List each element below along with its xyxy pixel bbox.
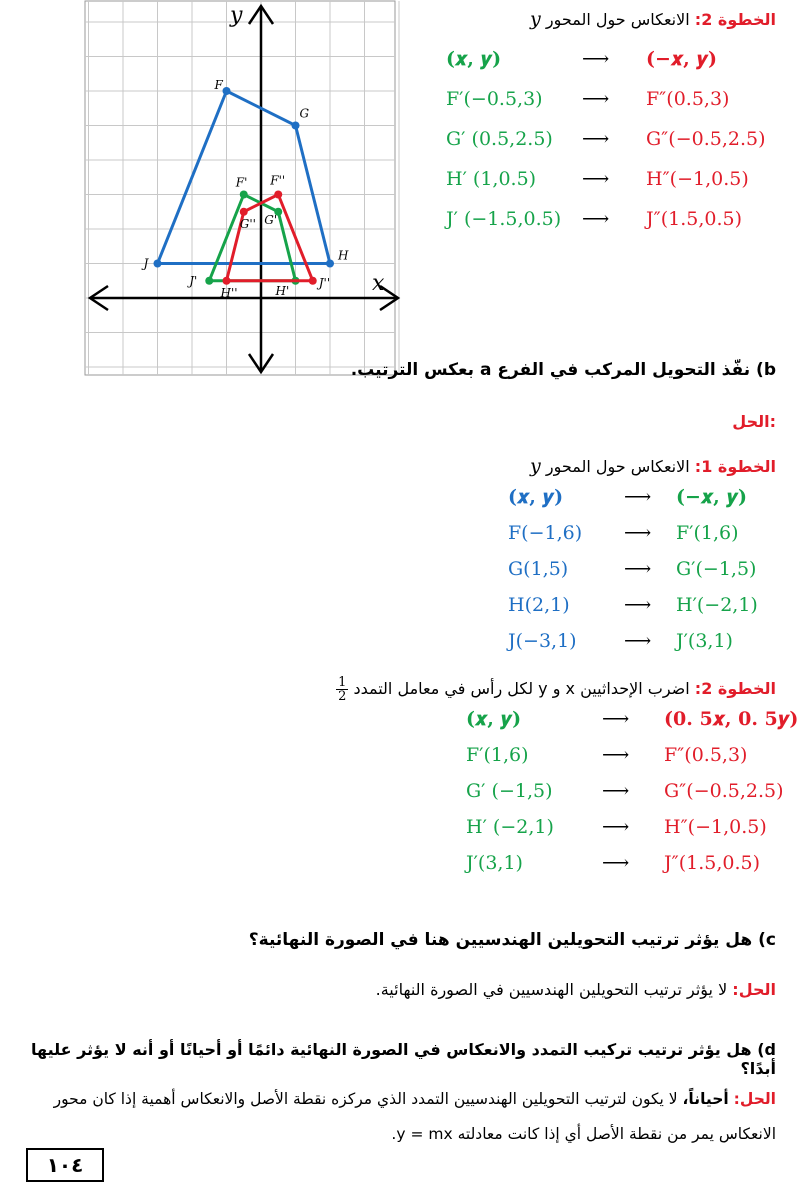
partB1-row-0-arrow: ⟶	[624, 486, 652, 508]
partD-question-text: هل يؤثر ترتيب تركيب التمدد والانعكاس في الصورة النهائية دائمًا أو أحيانًا أو أنه لا يؤثر عليها أبدًا؟	[31, 1040, 776, 1078]
partB1-row-1-right: F′(1,6)	[676, 522, 739, 544]
partA-row-4-left: J′ (−1.5,0.5)	[446, 208, 562, 230]
partA-row-1-left: F′(−0.5,3)	[446, 88, 543, 110]
vertex-label-F: F	[214, 78, 223, 92]
partB-step1-heading	[530, 455, 776, 477]
partA-row-3-right: H″(−1,0.5)	[646, 168, 749, 190]
final-vertex-0	[274, 191, 282, 199]
partD-answer-line1	[54, 1090, 776, 1108]
partA-row-1-right: F″(0.5,3)	[646, 88, 730, 110]
vertex-labels	[141, 78, 350, 300]
partA-row-2-arrow: ⟶	[582, 128, 610, 150]
page-number: ١٠٤	[26, 1148, 104, 1182]
partD-answer-line2: الانعكاس يمر من نقطة الأصل أي إذا كانت معادلته y = mx.	[391, 1125, 776, 1143]
partB2-row-4-left: J′(3,1)	[466, 852, 523, 874]
partA-row-1-arrow: ⟶	[582, 88, 610, 110]
partB1-row-0-right: (−𝒙, 𝒚)	[676, 486, 747, 508]
partD-solution-label: الحل:	[733, 1090, 776, 1108]
final-vertex-3	[309, 277, 317, 285]
partB-step2-heading	[336, 676, 776, 703]
partB-letter: b	[763, 360, 776, 380]
partC-question-text: هل يؤثر ترتيب التحويلين الهندسيين هنا في الصورة النهائية؟	[248, 930, 753, 950]
reflected-vertex-0	[240, 191, 248, 199]
partD-answer-text1: لا يكون لترتيب التحويلين الهندسيين التمدد الذي مركزه نقطة الأصل والانعكاس أهمية إذا كان محور	[53, 1090, 678, 1108]
partB1-row-4-arrow: ⟶	[624, 630, 652, 652]
partB1-row-3-right: H′(−2,1)	[676, 594, 758, 616]
partA-step-heading	[530, 8, 776, 30]
partA-row-2-right: G″(−0.5,2.5)	[646, 128, 766, 150]
partC-solution-label: الحل:	[732, 980, 776, 999]
partB-solution-label: الحل:	[732, 412, 776, 431]
partB1-row-2-right: G′(−1,5)	[676, 558, 757, 580]
partB1-row-2-left: G(1,5)	[508, 558, 569, 580]
partA-row-4-arrow: ⟶	[582, 208, 610, 230]
partB2-row-4-arrow: ⟶	[602, 852, 630, 874]
x-axis-label: x	[372, 271, 385, 296]
partB2-row-2-left: G′ (−1,5)	[466, 780, 553, 802]
vertex-label-Fpp: F''	[270, 173, 286, 188]
dilation-fraction	[336, 676, 348, 703]
vertex-label-Jpp: J''	[318, 275, 331, 290]
vertex-label-Gpp: G''	[239, 216, 256, 231]
partB2-row-2-arrow: ⟶	[602, 780, 630, 802]
reflected-vertex-3	[205, 277, 213, 285]
partA-row-0-left: (𝒙, 𝒚)	[446, 48, 502, 70]
partB-question-text: نفّذ التحويل المركب في الفرع a بعكس الترتيب.	[350, 360, 751, 380]
partB1-row-1-left: F(−1,6)	[508, 522, 583, 544]
partB2-row-3-arrow: ⟶	[602, 816, 630, 838]
partB2-row-0-left: (𝒙, 𝒚)	[466, 708, 522, 730]
vertex-label-G: G	[299, 106, 310, 121]
partB-step1-label: الخطوة 1:	[694, 457, 776, 476]
partB1-row-3-left: H(2,1)	[508, 594, 570, 616]
vertex-label-Jp: J'	[189, 273, 198, 288]
partC-question: c) هل يؤثر ترتيب التحويلين الهندسيين هنا في الصورة النهائية؟	[248, 930, 776, 950]
partC-answer	[376, 980, 776, 999]
partB2-row-1-left: F′(1,6)	[466, 744, 529, 766]
partA-row-4-right: J″(1.5,0.5)	[646, 208, 743, 230]
partB2-row-1-arrow: ⟶	[602, 744, 630, 766]
partA-step-var: y	[530, 8, 541, 30]
partB1-row-0-left: (𝒙, 𝒚)	[508, 486, 564, 508]
coordinate-graph	[84, 0, 404, 378]
final-vertex-1	[240, 208, 248, 216]
y-axis-label: y	[230, 3, 243, 28]
partB-step2-text: اضرب الإحداثيين x و y لكل رأس في معامل التمدد	[353, 679, 690, 698]
partB2-row-1-right: F″(0.5,3)	[664, 744, 748, 766]
vertex-label-H: H	[338, 248, 349, 263]
partA-step-label: الخطوة 2:	[694, 10, 776, 29]
partB-step1-var: y	[530, 455, 541, 477]
original-vertex-0	[223, 87, 231, 95]
partB-step1-text: الانعكاس حول المحور	[545, 457, 690, 476]
partB1-row-2-arrow: ⟶	[624, 558, 652, 580]
partB1-row-3-arrow: ⟶	[624, 594, 652, 616]
partA-row-3-arrow: ⟶	[582, 168, 610, 190]
original-vertex-3	[154, 260, 162, 268]
vertex-label-Fp: F'	[235, 175, 248, 190]
partB2-row-0-arrow: ⟶	[602, 708, 630, 730]
partB-question: b) نفّذ التحويل المركب في الفرع a بعكس الترتيب.	[350, 360, 776, 380]
vertex-label-Hpp: H''	[220, 285, 238, 300]
partB-step2-label: الخطوة 2:	[694, 679, 776, 698]
partC-answer-text: لا يؤثر ترتيب التحويلين الهندسيين في الصورة النهائية.	[375, 980, 728, 999]
partB2-row-0-right: (𝟎. 𝟓𝒙, 𝟎. 𝟓𝒚)	[664, 708, 799, 730]
fraction-denominator: 2	[338, 689, 347, 704]
partD-question: d) هل يؤثر ترتيب تركيب التمدد والانعكاس في الصورة النهائية دائمًا أو أحيانًا أو أنه لا يؤثر عليها أبدًا؟	[31, 1040, 776, 1078]
partB1-row-4-left: J(−3,1)	[508, 630, 577, 652]
partB1-row-1-arrow: ⟶	[624, 522, 652, 544]
partB2-row-3-right: H″(−1,0.5)	[664, 816, 767, 838]
partA-row-2-left: G′ (0.5,2.5)	[446, 128, 553, 150]
vertex-label-J: J	[143, 256, 149, 271]
original-vertex-1	[292, 122, 300, 130]
partD-letter: d	[764, 1040, 776, 1059]
partB2-row-3-left: H′ (−2,1)	[466, 816, 554, 838]
partC-letter: c	[765, 930, 776, 950]
partA-step-text: الانعكاس حول المحور	[545, 10, 690, 29]
vertex-label-Hp: H'	[275, 283, 290, 298]
partB1-row-4-right: J′(3,1)	[676, 630, 733, 652]
partA-row-0-arrow: ⟶	[582, 48, 610, 70]
partA-row-0-right: (−𝒙, 𝒚)	[646, 48, 717, 70]
final-vertex-2	[223, 277, 231, 285]
fraction-numerator: 1	[338, 675, 347, 690]
partD-answer-bold: أحياناً،	[682, 1090, 729, 1108]
vertex-label-Gp: G'	[264, 212, 278, 227]
partB2-row-2-right: G″(−0.5,2.5)	[664, 780, 784, 802]
partB2-row-4-right: J″(1.5,0.5)	[664, 852, 761, 874]
partA-row-3-left: H′ (1,0.5)	[446, 168, 537, 190]
original-vertex-2	[326, 260, 334, 268]
